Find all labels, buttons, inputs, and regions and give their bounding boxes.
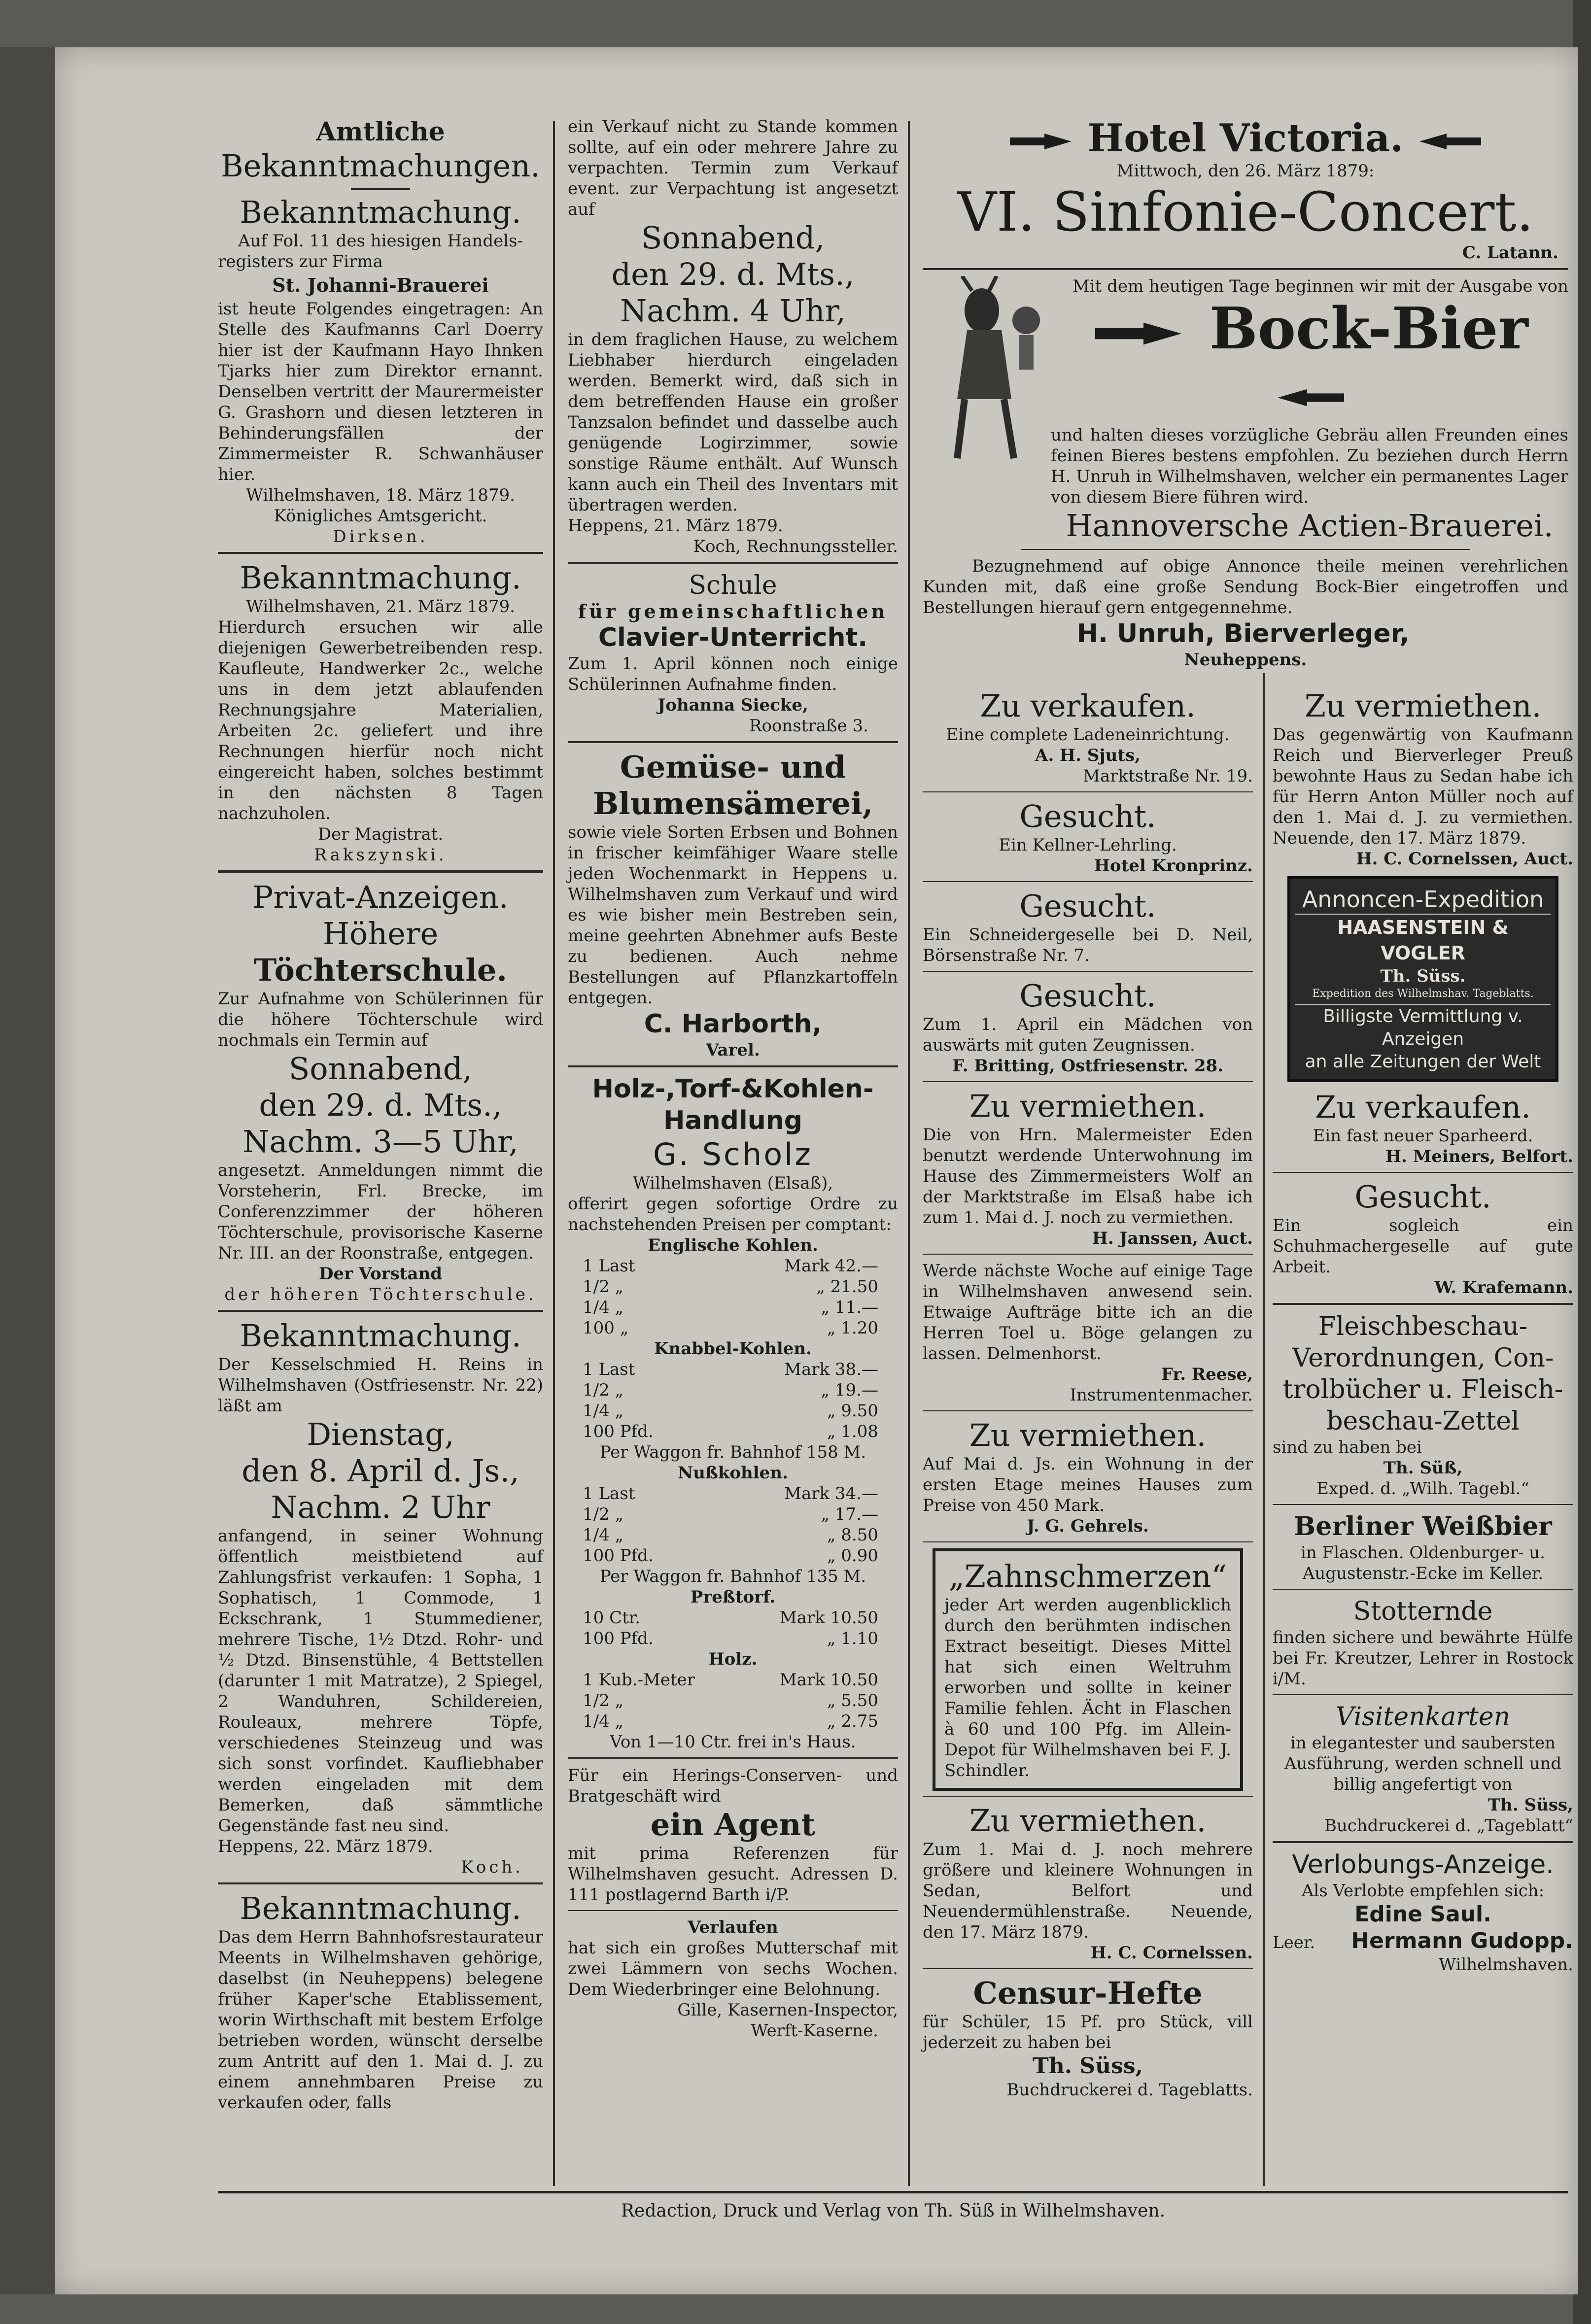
hotel-victoria-ad: Hotel Victoria. Mittwoch, den 26. März 1879: VI. Sinfonie-Concert. C. Latann. — [923, 116, 1568, 263]
left-scan-border — [0, 47, 55, 2294]
signature: Rakszynski. — [314, 845, 447, 865]
price-row: 1 Last Mark 42.— — [583, 1256, 878, 1276]
meat-inspection-ad: Fleischbeschau- Verordnungen, Con- trolbücher u. Fleisch- beschau-Zettel sind zu haben bei Th. Süß, Exped. d. „Wilh. Tagebl.“ — [1273, 1312, 1563, 1499]
price-row: 1 Kub.-Meter Mark 10.50 — [583, 1670, 878, 1690]
price-row: 1 Last Mark 38.— — [583, 1360, 878, 1379]
engagement-ad: Verlobungs-Anzeige. Als Verlobte empfehlen sich: Edine Saul. Leer. Hermann Gudopp. Wilhelmshaven. — [1273, 1850, 1573, 1975]
pointing-hand-icon — [1417, 132, 1481, 151]
notice-4: Bekanntmachung. Das dem Herrn Bahnhofsrestaurateur Meents in Wilhelmshaven gehörige, daselbst (in Neuheppens) belegene früher Kaper'sche Etablissement, worin Wirthschaft mit bestem Erfolge betrieben worden, wünscht derselbe zum Antritt auf den 1. Mai d. J. zu einem annehmbaren Preise zu verkaufen oder, falls — [218, 1890, 543, 2113]
notice-1: Bekanntmachung. Auf Fol. 11 des hiesigen Handels- registers zur Firma St. Johanni-Brauerei ist heute Folgendes eingetragen: An Stelle des Kaufmanns Carl Doerry hier ist der Kaufmann Hayo Ihnken Tjarks hier zum Direktor ernannt. Denselben vertritt der Maurermeister G. Grashorn und diesen letzteren in Behinderungsfällen der Zimmermeister R. Schwanhäuser hier. Wilhelmshaven, 18. März 1879. Königliches Amtsgericht. Dirksen. — [218, 194, 543, 547]
column-rule — [1263, 673, 1265, 2186]
notice-title: Bekanntmachung. — [240, 560, 521, 596]
dealer-name: H. Unruh, Bierverleger, — [1076, 619, 1410, 649]
notice-title: Bekanntmachung. — [240, 1890, 521, 1926]
stutter-ad: Stotternde finden sichere und bewährte Hülfe bei Fr. Kreutzer, Lehrer in Rostock i/M. — [1273, 1597, 1573, 1689]
imprint-footer: Redaction, Druck und Verlag von Th. Süß in Wilhelmshaven. — [621, 2201, 1166, 2221]
notice-2: Bekanntmachung. Wilhelmshaven, 21. März 1879. Hierdurch ersuchen wir alle diejenigen Gewerbetreibenden resp. Kaufleute, Handwerker 2c., welche uns in dem jetzt ablaufenden Rechnungsjahre Materialien, Arbeiten 2c. geliefert und ihre Rechnungen hierfür noch nicht eingereicht haben, solches bestimmt in den nächsten 8 Tagen nachzuholen. Der Magistrat. Rakszynski. — [218, 560, 543, 865]
price-list-peat — [568, 1607, 898, 1649]
bock-bier-ad: Mit dem heutigen Tage beginnen wir mit der Ausgabe von Bock-Bier und halten dieses vorzügliche Gebräu allen Freunden eines feinen Bieres bestens empfohlen. Zu beziehen durch Herrn H. Unruh in Wilhelmshaven, welcher ein permanentes Lager von diesem Biere führen wird. Hannoversche Actien-Brauerei. Bezugnehmend auf obige Annonce theile meinen verehrlichen Kunden mit, daß eine große Sendung Bock-Bier eingetroffen und Bestellungen hierauf gern entgegennehme. H. Unruh, Bierverleger, Neuheppens. — [923, 276, 1568, 670]
notice-title: Bekanntmachung. — [240, 1318, 521, 1354]
pointing-hand-icon — [1010, 132, 1074, 151]
goat-illustration-icon — [928, 276, 1051, 463]
censur-hefte-title: Censur-Hefte — [973, 1975, 1203, 2011]
private-ads-header: Privat-Anzeigen. — [252, 879, 509, 915]
price-row: 1/2 „ „ 19.— — [583, 1380, 878, 1400]
column-rule — [553, 121, 555, 2186]
price-row: 1/4 „ „ 2.75 — [583, 1711, 878, 1731]
pointing-hand-icon — [1275, 386, 1344, 410]
price-row: 1 Last Mark 34.— — [583, 1484, 878, 1504]
notice-3: Bekanntmachung. Der Kesselschmied H. Reins in Wilhelmshaven (Ostfriesenstr. Nr. 22) läßt am Dienstag, den 8. April d. Js., Nachm. 2 Uhr anfangend, in seiner Wohnung öffentlich meistbietend auf Zahlungsfrist verkaufen: 1 Sopha, 1 Sophatisch, 1 Commode, 1 Eckschrank, 1 Stummediener, mehrere Tische, 1½ Dtzd. Rohr- und ½ Dtzd. Binsenstühle, 4 Bettstellen (darunter 1 mit Matratze), 2 Spiegel, 2 Wanduhren, Schildereien, Rouleaux, mehrere Töpfe, verschiedenes Steinzeug und was sich sonst vorfindet. Kaufliebhaber werden eingeladen mit dem Bemerken, daß sämmtliche Gegenstände fast neu sind. Heppens, 22. März 1879. Koch. — [218, 1318, 543, 1877]
column-rule — [908, 121, 910, 2186]
column-1 — [218, 116, 543, 2113]
price-row: 1/4 „ „ 11.— — [583, 1298, 878, 1317]
official-header: Amtliche — [316, 117, 445, 147]
price-row: 100 Pfd. „ 0.90 — [583, 1546, 878, 1566]
seed-shop-ad: Gemüse- und Blumensämerei, sowie viele Sorten Erbsen und Bohnen in frischer keimfähiger Waare stelle jeden Wochenmarkt in Heppens u. Wilhelmshaven zum Verkauf und wird es wie bisher mein Bestreben sein, meine geehrten Abnehmer aufs Beste zu bedienen. Auch nehme Bestellungen auf Pflanzkartoffeln entgegen. C. Harborth, Varel. — [568, 749, 898, 1060]
bock-bier-title: Bock-Bier — [1209, 295, 1528, 362]
firm-name: St. Johanni-Brauerei — [272, 274, 489, 296]
price-list-nut-coal — [568, 1483, 898, 1566]
toothache-ad: „Zahnschmerzen“ jeder Art werden augenblicklich durch den berühmten indischen Extract beseitigt. Dieses Mittel hat sich einen Weltruhm erworben und sollte in keiner Familie fehlen. Ächt in Flaschen à 60 und 100 Pfg. im Allein-Depot für Wilhelmshaven bei F. J. Schindler. — [933, 1548, 1243, 1791]
column-3-right: Zu vermiethen. Das gegenwärtig von Kaufmann Reich und Bierverleger Preuß bewohnte Haus zu Sedan habe ich für Herrn Anton Müller noch auf den 1. Mai d. J. zu vermiethen. Neuende, den 17. März 1879. H. C. Cornelssen, Auct. Annoncen-Expedition HAASENSTEIN & VOGLER Th. Süss. Expedition des Wilhelmshav. Tageblatts. Billigste Vermittlung v. Anzeigen an alle Zeitungen der Welt Zu verkaufen. Ein fast neuer Sparheerd. H. Meiners, Belfort. Gesucht. Ein sogleich ein Schuhmachergeselle auf gute Arbeit. W. Krafemann. Fleischbeschau- Verordnungen, Con- trolbücher u. Fleisch- beschau-Zettel sind zu haben bei Th. Süß, Exped. d. „Wilh. Tagebl.“ Berliner Weißbier in Flaschen. Oldenburger- u. Augustenstr.-Ecke im Keller. Stotternde finden sichere und bewährte Hülfe bei Fr. Kreutzer, Lehrer in Rostock i/M. Visitenkarten in elegantester und saubersten Ausführung, werden schnell und billig angefertigt von Th. Süss, Buchdruckerei d. „Tageblatt“ Verlobungs-Anzeige. Als Verlobte empfehlen sich: Edine Saul. Leer. Hermann Gudopp. Wilhelmshaven. — [1273, 688, 1573, 1975]
shop-owner: G. Scholz — [653, 1136, 813, 1172]
price-list-english-coal — [568, 1256, 898, 1338]
official-header-title: Bekanntmachungen. — [221, 148, 540, 184]
newspaper-page — [55, 47, 1578, 2294]
hotel-name: Hotel Victoria. — [1087, 116, 1404, 161]
price-row: 1/4 „ „ 8.50 — [583, 1525, 878, 1545]
price-row: 1/2 „ „ 17.— — [583, 1504, 878, 1524]
school-name: Töchterschule. — [254, 952, 507, 988]
price-row: 1/2 „ „ 21.50 — [583, 1277, 878, 1297]
column-3-top — [923, 116, 1568, 670]
annoncen-expedition-box: Annoncen-Expedition HAASENSTEIN & VOGLER Th. Süss. Expedition des Wilhelmshav. Tageblatts. Billigste Vermittlung v. Anzeigen an alle Zeitungen der Welt — [1287, 876, 1558, 1082]
price-list-wood — [568, 1670, 898, 1732]
column-2: ein Verkauf nicht zu Stande kommen sollte, auf ein oder mehrere Jahre zu verpachten. Termin zum Verkauf event. zur Verpachtung ist angesetzt auf Sonnabend, den 29. d. Mts., Nachm. 4 Uhr, in dem fraglichen Hause, zu welchem Liebhaber hierdurch eingeladen werden. Bemerkt wird, daß sich in dem betreffenden Hause ein großer Tanzsalon befindet und dasselbe auch genügende Logirzimmer, sowie sonstige Räume enthält. Auf Wunsch kann auch ein Theil des Inventars mit übertragen werden. Heppens, 21. März 1879. Koch, Rechnungssteller. Schule für gemeinschaftlichen Clavier-Unterricht. Zum 1. April können noch einige Schülerinnen Aufnahme finden. Johanna Siecke, Roonstraße 3. Gemüse- und Blumensämerei, sowie viele Sorten Erbsen und Bohnen in frischer keimfähiger Waare stelle jeden Wochenmarkt in Heppens u. Wilhelmshaven zum Verkauf und wird es wie bisher mein Bestreben sein, meine geehrten Abnehmer aufs Beste zu bedienen. Auch nehme Bestellungen auf Pflanzkartoffeln entgegen. C. Harborth, Varel. Holz-,Torf-&Kohlen- Handlung G. Scholz Wilhelmshaven (Elsaß), offerirt gegen sofortige Ordre zu nachstehenden Preisen per comptant: Englische Kohlen. 1 Last Mark 42.— 1/2 „ „ 21.50 1/4 „ „ 11.— 100 „ „ 1.20 Knabbel-Kohlen. 1 Last Mark 38.— 1/2 „ „ 19.— 1/4 „ „ 9.50 100 Pfd. „ 1.08 Per Waggon fr. Bahnhof 158 M. Nußkohlen. 1 Last Mark 34.— 1/2 „ „ 17.— 1/4 „ „ 8.50 100 Pfd. „ 0.90 Per Waggon fr. Bahnhof 135 M. Preßtorf. 10 Ctr. Mark 10.50 100 Pfd. „ 1.10 Holz. 1 Kub.-Meter Mark 10.50 1/2 „ „ 5.50 1/4 „ „ 2.75 Von 1—10 Ctr. frei in's Haus. Für ein Herings-Conserven- und Bratgeschäft wird ein Agent mit prima Referenzen für Wilhelmshaven gesucht. Adressen D. 111 postlagernd Barth i/P. Verlaufen hat sich ein großes Mutterschaf mit zwei Lämmern von sechs Wochen. Dem Wiederbringer eine Belohnung. Gille, Kasernen-Inspector, Werft-Kaserne. — [568, 117, 898, 2041]
pointing-hand-icon — [1091, 320, 1189, 347]
brewery-name: Hannoversche Actien-Brauerei. — [1066, 508, 1554, 544]
signature: Koch, Rechnungssteller. — [693, 537, 898, 556]
price-row: 100 Pfd. „ 1.08 — [583, 1422, 878, 1441]
coal-shop-ad: Holz-,Torf-&Kohlen- Handlung G. Scholz Wilhelmshaven (Elsaß), offerirt gegen sofortige Ordre zu nachstehenden Preisen per comptant: Englische Kohlen. 1 Last Mark 42.— 1/2 „ „ 21.50 1/4 „ „ 11.— 100 „ „ 1.20 Knabbel-Kohlen. 1 Last Mark 38.— 1/2 „ „ 19.— 1/4 „ „ 9.50 100 Pfd. „ 1.08 Per Waggon fr. Bahnhof 158 M. Nußkohlen. 1 Last Mark 34.— 1/2 „ „ 17.— 1/4 „ „ 8.50 100 Pfd. „ 0.90 Per Waggon fr. Bahnhof 135 M. Preßtorf. 10 Ctr. Mark 10.50 100 Pfd. „ 1.10 Holz. 1 Kub.-Meter Mark 10.50 1/2 „ „ 5.50 1/4 „ „ 2.75 Von 1—10 Ctr. frei in's Haus. — [568, 1074, 898, 1752]
concert-title: VI. Sinfonie-Concert. — [957, 180, 1534, 243]
piano-school-ad: Schule für gemeinschaftlichen Clavier-Unterricht. Zum 1. April können noch einige Schülerinnen Aufnahme finden. Johanna Siecke, Roonstraße 3. — [568, 571, 898, 736]
agent-wanted-ad: Für ein Herings-Conserven- und Bratgeschäft wird ein Agent mit prima Referenzen für Wilhelmshaven gesucht. Adressen D. 111 postlagernd Barth i/P. — [568, 1766, 898, 1905]
price-row: 10 Ctr. Mark 10.50 — [583, 1608, 878, 1628]
price-row: 100 Pfd. „ 1.10 — [583, 1629, 878, 1648]
column-3-left: Zu verkaufen. Eine complete Ladeneinrichtung. A. H. Sjuts, Marktstraße Nr. 19. Gesucht. Ein Kellner-Lehrling. Hotel Kronprinz. Gesucht. Ein Schneidergeselle bei D. Neil, Börsenstraße Nr. 7. Gesucht. Zum 1. April ein Mädchen von auswärts mit guten Zeugnissen. F. Britting, Ostfriesenstr. 28. Zu vermiethen. Die von Hrn. Malermeister Eden benutzt werdende Unterwohnung im Hause des Zimmermeisters Wolf an der Marktstraße im Elsaß habe ich zum 1. Mai d. J. noch zu vermiethen. H. Janssen, Auct. Werde nächste Woche auf einige Tage in Wilhelmshaven anwesend sein. Etwaige Aufträge bitte ich an die Herren Toel u. Böge gelangen zu lassen. Delmenhorst. Fr. Reese, Instrumentenmacher. Zu vermiethen. Auf Mai d. Js. ein Wohnung in der ersten Etage meines Hauses zum Preise von 450 Mark. J. G. Gehrels. „Zahnschmerzen“ jeder Art werden augenblicklich durch den berühmten indischen Extract beseitigt. Dieses Mittel hat sich einen Weltruhm erworben und sollte in keiner Familie fehlen. Ächt in Flaschen à 60 und 100 Pfg. im Allein-Depot für Wilhelmshaven bei F. J. Schindler. Zu vermiethen. Zum 1. Mai d. J. noch mehrere größere und kleinere Wohnungen in Sedan, Belfort und Neuendermühlenstraße. Neuende, den 17. März 1879. H. C. Cornelssen. Censur-Hefte für Schüler, 15 Pf. pro Stück, vill jederzeit zu haben bei Th. Süss, Buchdruckerei d. Tageblatts. — [923, 688, 1253, 2100]
price-row: 1/2 „ „ 5.50 — [583, 1691, 878, 1710]
weissbier-title: Berliner Weißbier — [1294, 1511, 1552, 1541]
price-list-knabbel-coal — [568, 1359, 898, 1442]
signature: Koch. — [461, 1857, 523, 1877]
lost-sheep-ad: Verlaufen hat sich ein großes Mutterschaf mit zwei Lämmern von sechs Wochen. Dem Wiederbringer eine Belohnung. Gille, Kasernen-Inspector, Werft-Kaserne. — [568, 1917, 898, 2041]
school-ad: Höhere Töchterschule. Zur Aufnahme von Schülerinnen für die höhere Töchterschule wird nochmals ein Termin auf Sonnabend, den 29. d. Mts., Nachm. 3—5 Uhr, angesetzt. Anmeldungen nimmt die Vorsteherin, Frl. Brecke, im Conferenzzimmer der höheren Töchterschule, provisorische Kaserne Nr. III. an der Roonstraße, entgegen. Der Vorstand der höheren Töchterschule. — [218, 916, 543, 1304]
notice-title: Bekanntmachung. — [240, 194, 521, 230]
price-row: 1/4 „ „ 9.50 — [583, 1401, 878, 1421]
signature: Dirksen. — [333, 527, 428, 547]
visiting-cards-ad: Visitenkarten in elegantester und saubersten Ausführung, werden schnell und billig angefertigt von Th. Süss, Buchdruckerei d. „Tageblatt“ — [1284, 1702, 1573, 1836]
price-row: 100 „ „ 1.20 — [583, 1318, 878, 1338]
